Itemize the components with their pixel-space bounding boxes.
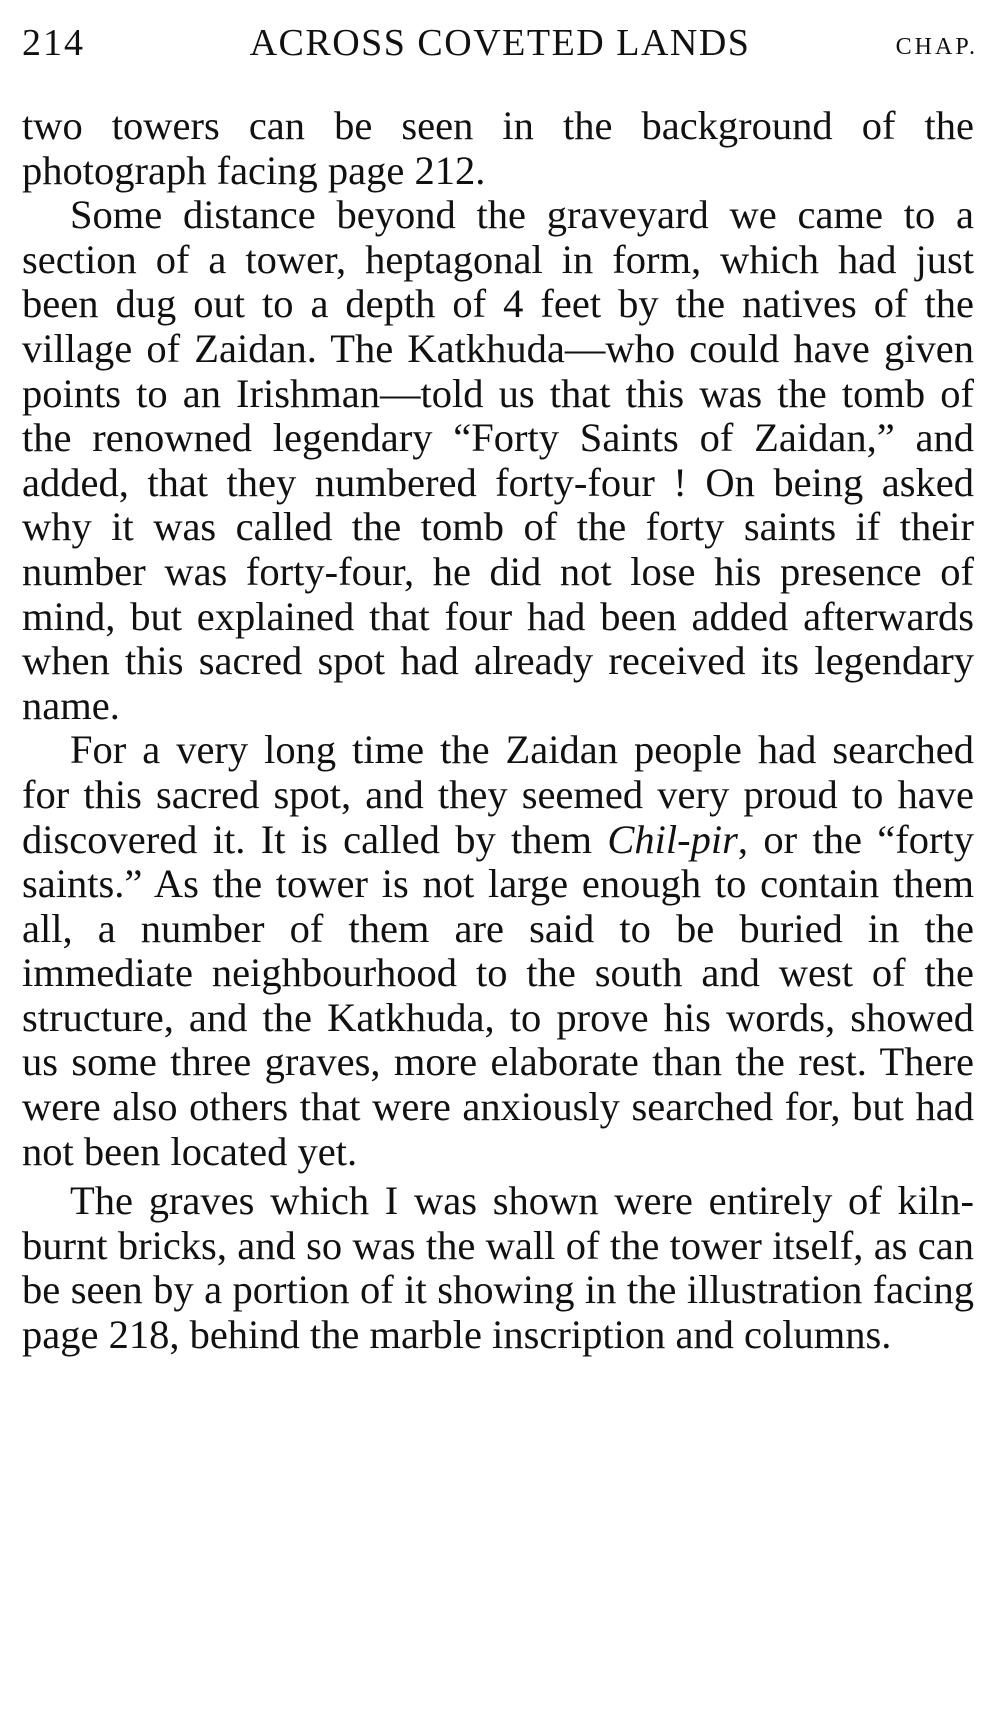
paragraph-continuation: two towers can be seen in the background of the photograph facing page 212. <box>22 103 974 193</box>
running-header <box>22 20 978 66</box>
running-title: ACROSS COVETED LANDS <box>249 22 751 64</box>
paragraph-text: For a very long time the Zaidan people had searched for this sacred spot, and they seemed very proud to have discovered it. It is called by them <box>22 727 974 862</box>
paragraph-kiln-burnt-graves: The graves which I was shown were entirely of kiln-burnt bricks, and so was the wall of the tower itself, as can be seen by a portion of it showing in the illustration facing page 218, behind the marble inscription and columns. <box>22 1178 974 1358</box>
italic-term: Chil-pir <box>607 816 738 862</box>
page-number: 214 <box>22 22 85 64</box>
paragraph-chil-pir <box>22 728 974 1174</box>
paragraph-text: , or the “forty saints.” As the tower is not large enough to contain them all, a number of them are said to be buried in the immediate neighbourhood to the south and west of the structure, and the Katkhuda, to prove his words, showed us some three graves, more elaborate than the rest. There were also others that were anxiously searched for, but had not been located yet. <box>22 816 974 1174</box>
body-text <box>22 104 974 1358</box>
chapter-abbreviation: CHAP. <box>895 34 978 60</box>
paragraph-forty-saints-tomb: Some distance beyond the graveyard we came to a section of a tower, heptagonal in form, which had just been dug out to a depth of 4 feet by the natives of the village of Zaidan. The Katkhuda—who could have given points to an Irishman—told us that this was the tomb of the renowned legendary “Forty Saints of Zaidan,” and added, that they numbered forty-four ! On being asked why it was called the tomb of the forty saints if their number was forty-four, he did not lose his presence of mind, but explained that four had been added afterwards when this sacred spot had already received its legendary name. <box>22 192 974 728</box>
